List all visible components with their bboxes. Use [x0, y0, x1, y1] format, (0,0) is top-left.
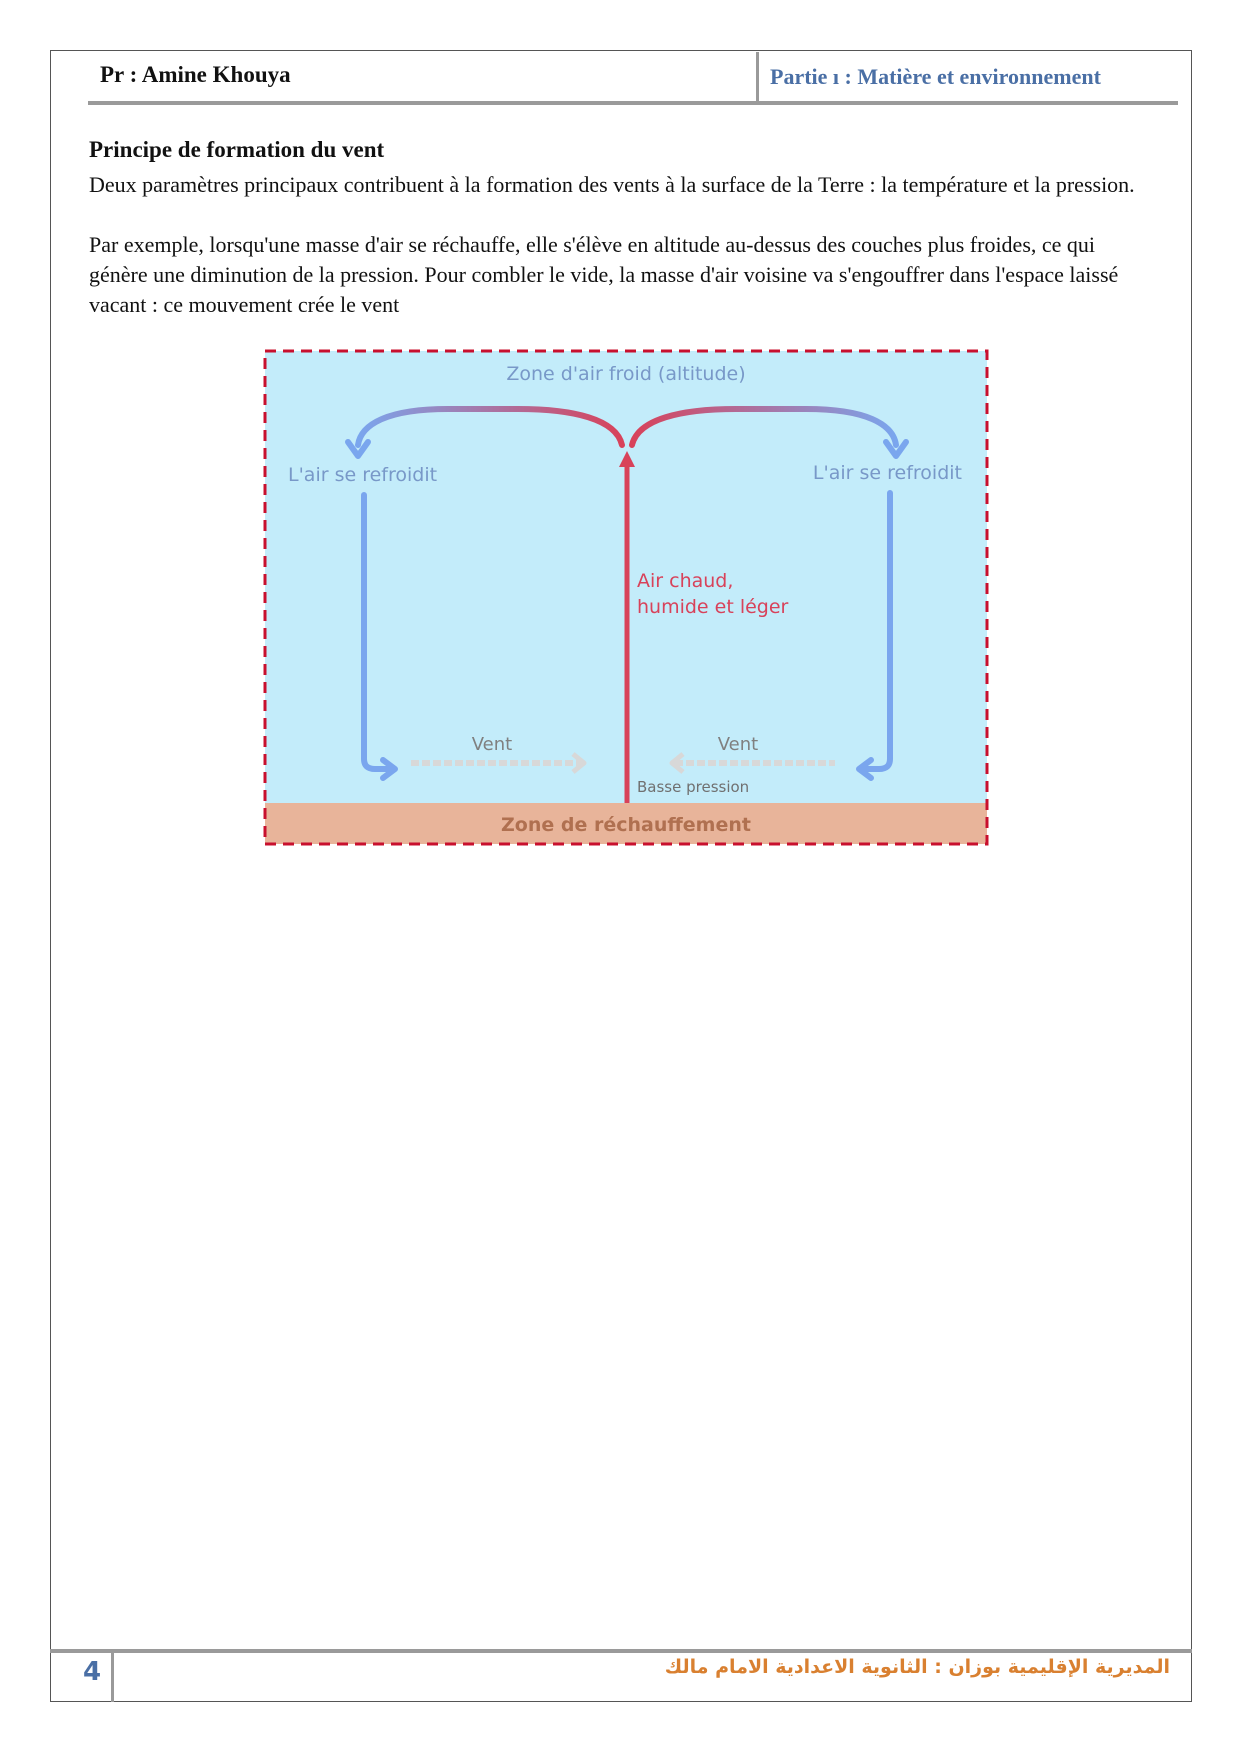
warm-air-label-line2: humide et léger — [637, 596, 789, 618]
header-author: Pr : Amine Khouya — [100, 62, 291, 87]
warm-air-label-line1: Air chaud, — [637, 570, 734, 592]
header-divider — [756, 52, 759, 104]
heating-zone-label: Zone de réchauffement — [501, 814, 751, 836]
header-part-title: Partie ı : Matière et environnement — [770, 64, 1101, 89]
wind-formation-diagram — [263, 349, 989, 846]
cooling-right-label: L'air se refroidit — [812, 462, 962, 484]
wind-left-label: Vent — [471, 734, 513, 755]
header-rule — [88, 101, 1178, 105]
footer-school-name: المديرية الإقليمية بوزان : الثانوية الاعدادية الامام مالك — [664, 1656, 1170, 1678]
low-pressure-label: Basse pression — [637, 778, 750, 796]
section-title: Principe de formation du vent — [89, 137, 385, 162]
page-number: 4 — [83, 1657, 102, 1687]
cooling-left-label: L'air se refroidit — [288, 464, 438, 486]
example-paragraph: Par exemple, lorsqu'une masse d'air se réchauffe, elle s'élève en altitude au-dessus des couches plus froides, ce qui génère une diminution de la pression. Pour combler le vide, la masse d'air voisine va s'engouffrer dans l'espace laissé vacant : ce mouvement crée le vent — [89, 232, 1119, 317]
wind-right-label: Vent — [717, 734, 759, 755]
footer-rule — [50, 1649, 1192, 1653]
footer-divider — [111, 1651, 114, 1702]
cold-zone-label: Zone d'air froid (altitude) — [506, 363, 746, 385]
intro-paragraph: Deux paramètres principaux contribuent à la formation des vents à la surface de la Terre : la température et la pression. — [89, 172, 1135, 197]
